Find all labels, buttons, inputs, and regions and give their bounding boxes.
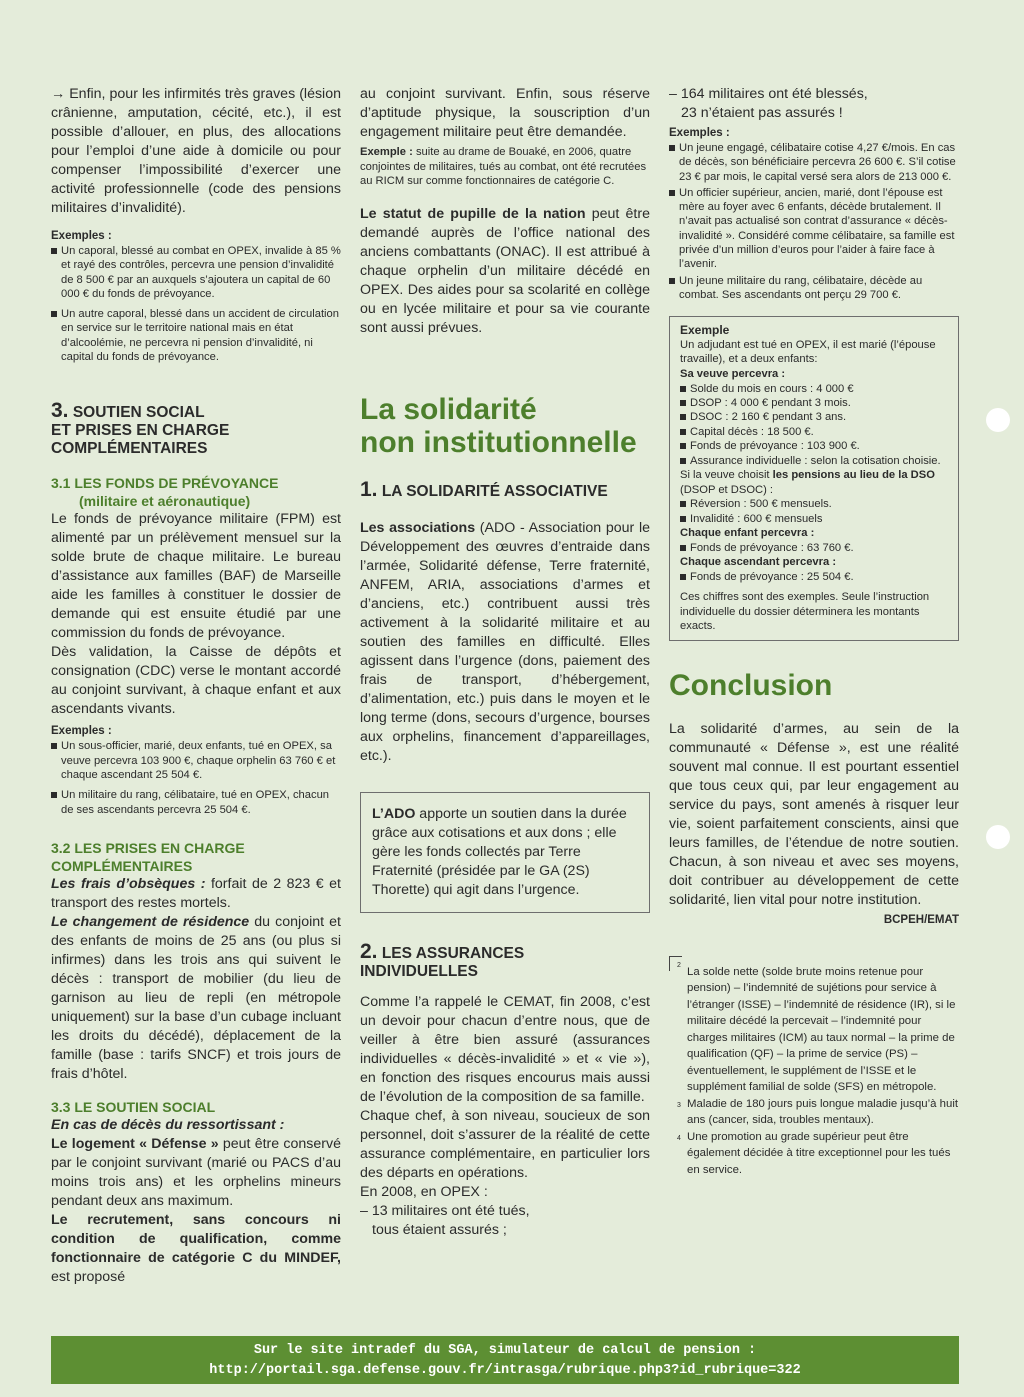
conclusion-title: Conclusion [669, 668, 833, 702]
pupille-text: peut être demandé auprès de l’office national des anciens combattants (ONAC). Il est attribué à chaque orphelin d’un militaire décédé en OPEX. Des aides pour sa scolarité en collège ou en lycée militaire et pour sa vie courante sont aussi prévues. [360, 205, 650, 336]
frais-obseques-paragraph [51, 875, 341, 913]
footnote-text: Maladie de 180 jours puis longue maladie jusqu’à huit ans (cancer, sida, troubles mentaux). [687, 1097, 959, 1127]
ado-body: apporte un soutien dans la durée grâce aux cotisations et aux dons ; elle gère les fonds collectés par Terre Fraternité (présidée par le GA (2S) Thorette) qui agit dans l’urgence. [372, 805, 627, 898]
ado-text [372, 805, 639, 900]
subsection-3-2-heading [51, 839, 341, 875]
footnote [677, 956, 959, 1096]
stat-line: – 13 militaires ont été tués, [360, 1202, 530, 1219]
frais-text: forfait de 2 823 € et transport des restes mortels. [51, 875, 341, 911]
footnote [677, 1129, 959, 1179]
examples-list-1 [51, 244, 341, 364]
subsection-title: 3.2 LES PRISES EN CHARGE [51, 839, 245, 856]
list-item: DSOC : 2 160 € pendant 3 ans. [680, 410, 948, 424]
stat-line: 23 n’étaient pas assurés ! [681, 105, 843, 121]
list-item: Un autre caporal, blessé dans un accident de circulation en service sur le territoire national mais en état d’alcoolémie, ne percevra ni pension d’invalidité, ni capital du fonds de prévoyance. [51, 307, 341, 364]
big-title-line: non institutionnelle [360, 425, 637, 459]
list-item: Capital décès : 18 500 €. [680, 425, 948, 439]
example-note [360, 145, 650, 189]
list-item: Fonds de prévoyance : 63 760 €. [680, 541, 948, 555]
section-title-line: SOUTIEN SOCIAL [72, 404, 205, 422]
examples-label: Exemples : [51, 230, 112, 242]
choice-suffix: (DSOP et DSOC) : [680, 483, 774, 496]
recrutement-text: est proposé [51, 1268, 126, 1285]
big-title-line: La solidarité [360, 392, 537, 426]
examples-list-2 [51, 739, 341, 816]
residence-paragraph [51, 913, 341, 1084]
footer-line: Sur le site intradef du SGA, simulateur de calcul de pension : [253, 1343, 757, 1358]
list-item: Fonds de prévoyance : 103 900 €. [680, 439, 948, 453]
section3-heading [51, 399, 341, 458]
list-item: Invalidité : 600 € mensuels [680, 512, 948, 526]
list-item: Un caporal, blessé au combat en OPEX, invalide à 85 % et rayé des contrôles, percevra une pension d’invalidité de 8 500 € par an auxquels s’ajoutera un capital de 60 000 € du fonds de prévoyance. [51, 244, 341, 301]
section-title-line: INDIVIDUELLES [360, 962, 478, 980]
choice-bold: les pensions au lieu de la DSO [772, 469, 935, 482]
subsection-title: COMPLÉMENTAIRES [51, 857, 193, 874]
stat-line: tous étaient assurés ; [372, 1221, 507, 1238]
associations-text: (ADO - Association pour le Développement des œuvres d’entraide dans l’armée, Solidarité défense, Terre fraternité, ANFEM, ARIA, associations d’armes et d’anciens, etc.) contribuent aussi très activement à la solidarité militaire et au soutien des familles en difficulté. Elles agissent dans l’urgence (dons, paiement des frais de transport, d’hébergement, d’alimentation, etc.) puis dans le moyen et le long terme (dons, secours d’urgence, bourses aux orphelins, financement d’appareillages, etc.). [360, 519, 651, 764]
pupille-label: Le statut de pupille de la nation [360, 205, 586, 222]
ascendant-label: Chaque ascendant percevra : [680, 556, 837, 569]
signature: BCPEH/EMAT [883, 913, 959, 926]
fpm-paragraph: Le fonds de prévoyance militaire (FPM) est alimenté par un prélèvement mensuel sur la solde brute de chaque militaire. Le bureau d’assistance aux familles (BAF) de Marseille aide les familles à constituer le dossier de demande qui est ensuite étudié par une commission du fonds de prévoyance. [51, 511, 341, 642]
ado-box [360, 792, 650, 913]
intro-paragraph: → Enfin, pour les infirmités très graves (lésion crânienne, amputation, cécité, etc.), il est possible d’allouer, en plus, des allocations pour l’emploi d’une aide à domicile ou pour compenser l’impossibilité d’exercer une activité professionnelle (code des pensions militaires d’invalidité). [51, 86, 341, 216]
examples-list-3 [669, 141, 959, 302]
ado-label: L’ADO [372, 805, 416, 822]
logement-text: peut être conservé par le conjoint survivant (marié ou PACS d’au moins trois ans) et les orphelins mineurs pendant deux ans maximum. [51, 1135, 341, 1209]
list-item: Un jeune militaire du rang, célibataire, décède au combat. Ses ascendants ont perçu 29 700 €. [669, 274, 959, 303]
logement-paragraph [51, 1135, 341, 1211]
section-number: 2. [360, 939, 378, 963]
ascendant-list [680, 570, 948, 584]
associations-paragraph [360, 519, 650, 766]
column-3 [669, 85, 959, 1178]
subsection-3-3-title: 3.3 LE SOUTIEN SOCIAL [51, 1098, 216, 1115]
assurance-paragraph-2: Chaque chef, à son niveau, soucieux de son personnel, doit s’assurer de la réalité de cette assurance complémentaire, en particulier lors des départs en opérations. [360, 1107, 650, 1181]
footnote [677, 1096, 959, 1129]
continued-paragraph: au conjoint survivant. Enfin, sous réserve d’aptitude physique, la souscription d’un engagement militaire peut être demandée. [360, 86, 650, 140]
list-item: DSOP : 4 000 € pendant 3 mois. [680, 396, 948, 410]
frais-label: Les frais d’obsèques : [51, 875, 206, 892]
column-1 [51, 85, 341, 1287]
list-item: Un jeune engagé, célibataire cotise 4,27 €/mois. En cas de décès, son bénéficiaire percevra 26 600 €. S’il cotise 23 € par mois, le capital versé sera alors de 213 000 €. [669, 141, 959, 184]
big-title [360, 393, 650, 459]
recrutement-label: Le recrutement, sans concours ni condition de qualification, comme fonctionnaire de catégorie C du MINDEF, [51, 1211, 341, 1266]
conclusion-paragraph: La solidarité d’armes, au sein de la communauté « Défense », est une réalité souvent mal connue. Il est pourtant essentiel que tous ceux qui, par leur engagement au service du pays, sont amenés à risquer leur vie, soient parfaitement conscients, ainsi que leurs familles, de l’étendue de notre soutien. Chacun, à son niveau et avec ses moyens, doit contribuer au développement de cette solidarité, lien vital pour notre institution. [669, 720, 959, 908]
assurance-paragraph-1: Comme l’a rappelé le CEMAT, fin 2008, c’est un devoir pour chacun d’entre nous, que de veiller à être bien assuré (assurances individuelles « décès-invalidité » et « vie »), en fonction des risques encourus mais aussi de l’évolution de la composition de sa famille. [360, 993, 650, 1105]
list-item: Un militaire du rang, célibataire, tué en OPEX, chacun de ses ascendants percevra 25 504 €. [51, 788, 341, 817]
column-2 [360, 85, 650, 1240]
assurance-paragraph-3: En 2008, en OPEX : [360, 1183, 488, 1200]
enfant-list [680, 541, 948, 555]
binder-hole [986, 408, 1010, 432]
choice-prefix: Si la veuve choisit [680, 469, 773, 482]
list-item: Fonds de prévoyance : 25 504 €. [680, 570, 948, 584]
cdc-paragraph: Dès validation, la Caisse de dépôts et consignation (CDC) verse le montant accordé au conjoint survivant, à chaque enfant et aux ascendants vivants. [51, 644, 341, 718]
box-note: Ces chiffres sont des exemples. Seule l’instruction individuelle du dossier déterminera les montants exacts. [680, 591, 930, 633]
footnote-number: 2 [677, 961, 681, 969]
subsection-title: (militaire et aéronautique) [79, 493, 251, 510]
enfant-label: Chaque enfant percevra : [680, 527, 815, 540]
list-item: Solde du mois en cours : 4 000 € [680, 382, 948, 396]
box-title: Exemple [680, 323, 730, 338]
pupille-paragraph [360, 205, 650, 338]
residence-label: Le changement de résidence [51, 913, 250, 930]
binder-hole [986, 825, 1010, 849]
subsection-lead: En cas de décès du ressortissant : [51, 1116, 285, 1133]
footnote-number: 3 [677, 1101, 681, 1109]
examples-label: Exemples : [51, 725, 112, 738]
box-intro: Un adjudant est tué en OPEX, il est marié (l’épouse travaille), et a deux enfants: [680, 338, 936, 366]
associations-label: Les associations [360, 519, 476, 536]
recrutement-paragraph [51, 1211, 341, 1287]
residence-text: du conjoint et des enfants de moins de 25 ans (ou plus si infirmes) dans les trois ans qui suivent le décès : transport de mobilier (du lieu de garnison au lieu de repli (en métropole uniquement) sur la base d’un cubage incluant les droits du décédé), déplacement de la famille (base : tarifs SNCF) et trois jours de frais d’hôtel. [51, 913, 341, 1082]
list-item: Réversion : 500 € mensuels. [680, 497, 948, 511]
list-item: Assurance individuelle : selon la cotisation choisie. [680, 454, 948, 468]
pension-choice [680, 468, 948, 497]
section-number: 1. [360, 477, 378, 501]
footer-banner [51, 1336, 959, 1384]
example-label: Exemple : [360, 146, 413, 158]
footnotes [669, 956, 959, 1179]
veuve-label: Sa veuve percevra : [680, 368, 786, 381]
veuve-list [680, 382, 948, 468]
section-title-line: COMPLÉMENTAIRES [51, 440, 208, 458]
section-number: 3. [51, 399, 69, 423]
example-box [669, 316, 959, 641]
section-title-line: ET PRISES EN CHARGE [51, 422, 230, 440]
stat-line: – 164 militaires ont été blessés, [669, 86, 868, 102]
section-title: LA SOLIDARITÉ ASSOCIATIVE [381, 482, 608, 500]
footnote-text: Une promotion au grade supérieur peut être également décidée à titre exceptionnel pour les tués en service. [687, 1130, 951, 1176]
logement-label: Le logement « Défense » [51, 1135, 219, 1152]
subsection-title: 3.1 LES FONDS DE PRÉVOYANCE [51, 475, 279, 492]
footer-link[interactable]: http://portail.sga.defense.gouv.fr/intrasga/rubrique.php3?id_rubrique=322 [209, 1363, 801, 1378]
subsection-3-1-heading [51, 474, 341, 510]
section2-heading [360, 939, 650, 981]
examples-label: Exemples : [669, 127, 730, 139]
footnote-number: 4 [677, 1134, 681, 1142]
section-title-line: LES ASSURANCES [381, 944, 525, 962]
footnote-text: La solde nette (solde brute moins retenue pour pension) – l’indemnité de sujétions pour service à l’étranger (ISSE) – l’indemnité de résidence (IR), si le militaire décédé la percevait – l’indemnité pour charges militaires (ICM) au taux normal – la prime de qualification (QF) – la prime de service (PS) – éventuellement, le supplément de l’ISSE et le supplément familial de solde (SFS) en métropole. [687, 965, 956, 1094]
example-text: suite au drame de Bouaké, en 2006, quatre conjointes de militaires, tués au combat, ont été recrutées au RICM sur comme fonctionnaires de catégorie C. [360, 146, 647, 188]
list-item: Un sous-officier, marié, deux enfants, tué en OPEX, sa veuve percevra 103 900 €, chaque orphelin 63 760 € et chaque ascendant 25 504 €. [51, 739, 341, 782]
list-item: Un officier supérieur, ancien, marié, dont l’épouse est mère au foyer avec 6 enfants, décède brutalement. Il n’avait pas actualisé son contrat d’assurance « décès-invalidité ». Considéré comme célibataire, sa famille est privée d’un million d’euros pour l’aider à faire face à l’avenir. [669, 186, 959, 272]
pension-list [680, 497, 948, 526]
